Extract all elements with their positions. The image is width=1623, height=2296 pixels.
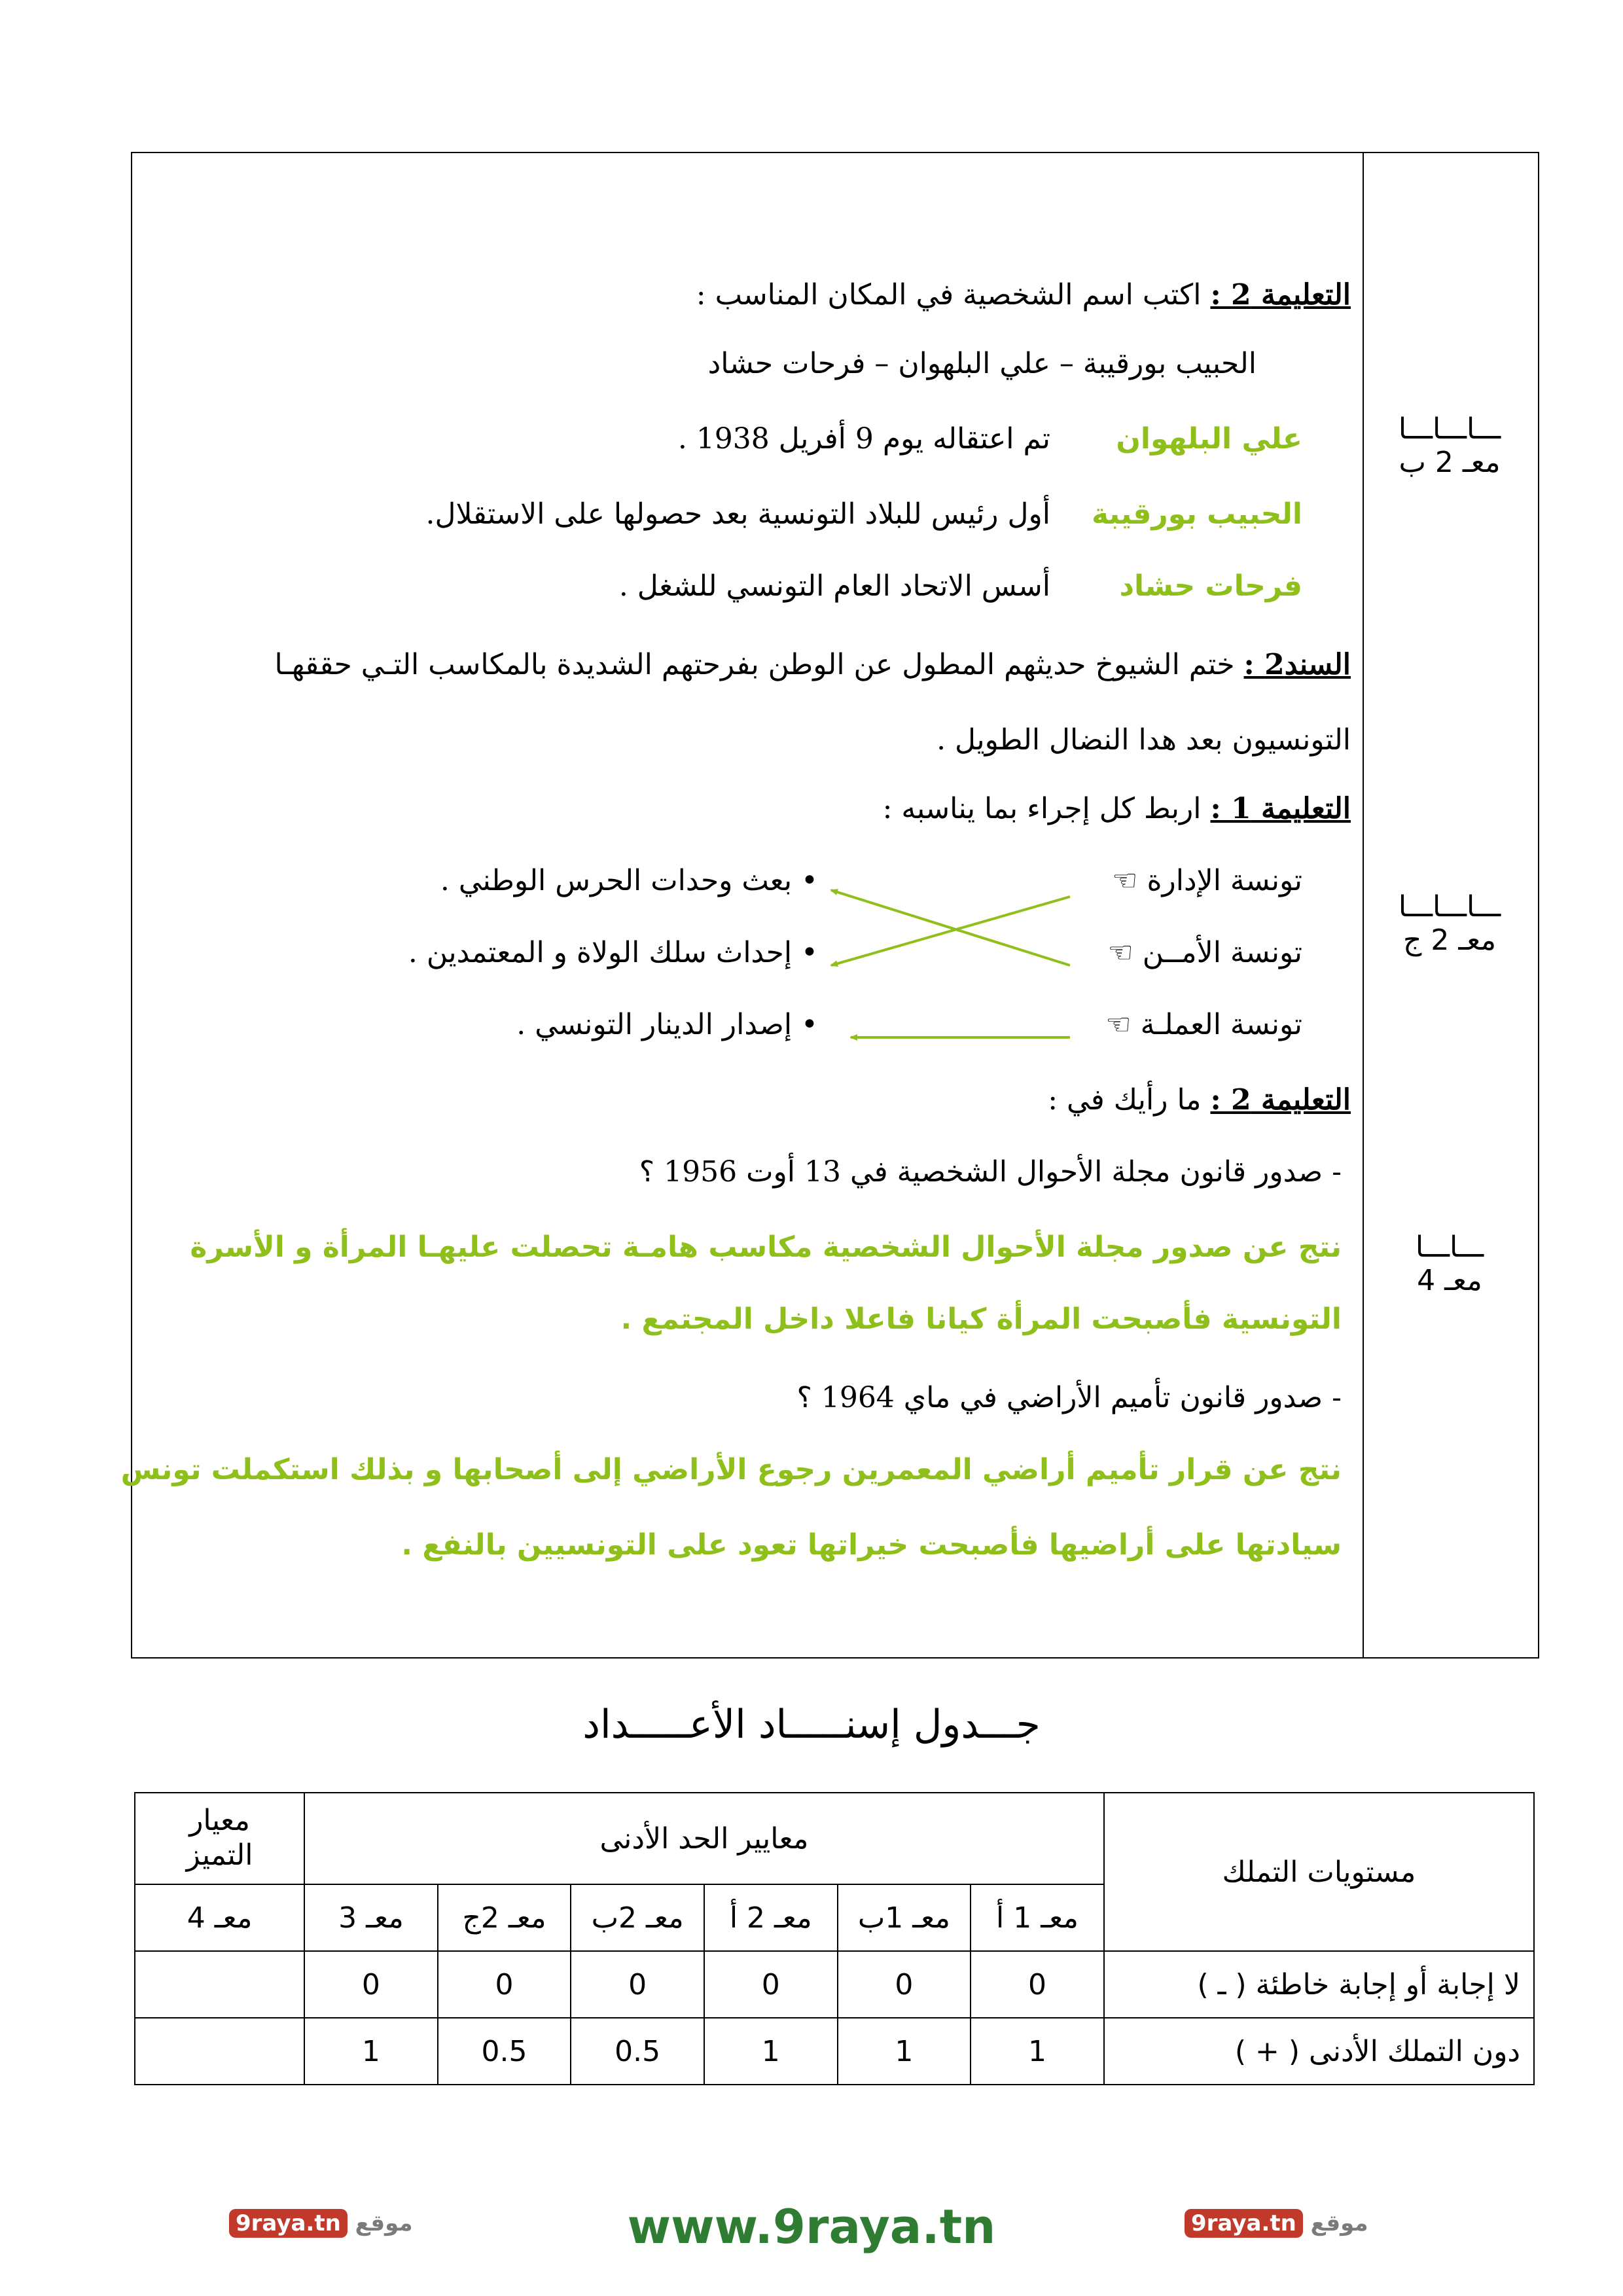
min-criteria-header: معايير الحد الأدنى: [304, 1793, 1104, 1884]
task2b-heading: [1048, 1083, 1351, 1117]
task-label: التعليمة 2 :: [1210, 278, 1351, 312]
row-label: دون التملك الأدنى ( + ): [1104, 2018, 1534, 2085]
answer-q1-line2: التونسية فأصبحت المرأة كيانا فاعلا داخل المجتمع .: [620, 1302, 1342, 1336]
table-cell: 0.5: [438, 2018, 571, 2085]
row-label: لا إجابة أو إجابة خاطئة ( ـ ): [1104, 1951, 1534, 2018]
pointing-hand-icon: ☜: [1105, 1008, 1132, 1041]
match-right-2: • إحداث سلك الولاة و المعتمدين .: [408, 936, 818, 969]
names-list: الحبيب بورقيبة – علي البلهوان – فرحات حشاد: [707, 347, 1257, 380]
table-cell: [135, 1951, 304, 2018]
logo-text: موقع: [355, 2210, 413, 2236]
table-cell: 1: [971, 2018, 1104, 2085]
table-cell: 0: [438, 1951, 571, 2018]
table-header-row: [135, 1793, 1534, 1884]
table-cell: 0: [571, 1951, 704, 2018]
table-cell: [135, 2018, 304, 2085]
table-row: [135, 1951, 1534, 2018]
logo-badge: 9raya.tn: [1185, 2209, 1303, 2238]
logo-badge: 9raya.tn: [229, 2209, 348, 2238]
match-term: تونسة العملـة: [1140, 1008, 1302, 1041]
source2-line2: التونسيون بعد هدا النضال الطويل .: [936, 723, 1351, 757]
excellence-header-line: معيار: [189, 1804, 250, 1838]
criterion-marks: ـــاـــاـــا: [1398, 412, 1501, 446]
logo-text: موقع: [1310, 2210, 1368, 2236]
levels-header: مستويات التملك: [1104, 1793, 1534, 1951]
grade-table: [134, 1792, 1535, 2085]
answer-2: الحبيب بورقيبة: [1092, 497, 1302, 531]
statement-2: أول رئيس للبلاد التونسية بعد حصولها على الاستقلال.: [425, 497, 1050, 531]
match-right-1: • بعث وحدات الحرس الوطني .: [440, 864, 818, 897]
question-1: - صدور قانون مجلة الأحوال الشخصية في 13 أوت 1956 ؟: [639, 1155, 1342, 1189]
statement-1: تم اعتقاله يوم 9 أفريل 1938 .: [677, 422, 1050, 456]
site-url[interactable]: www.9raya.tn: [627, 2199, 996, 2254]
answer-1: علي البلهوان: [1116, 422, 1302, 456]
excellence-header-line: التميز: [186, 1839, 253, 1872]
task-label: التعليمة 1 :: [1210, 792, 1351, 825]
table-cell: 0: [838, 1951, 971, 2018]
pointing-hand-icon: ☜: [1107, 936, 1133, 969]
match-term: تونسة الإدارة: [1147, 864, 1302, 897]
grade-table-title: جـــدول إسنـــــاد الأعـــــداد: [582, 1702, 1041, 1748]
pointing-hand-icon: ☜: [1112, 864, 1138, 897]
footer-logo-right[interactable]: [1185, 2209, 1368, 2238]
table-cell: 1: [838, 2018, 971, 2085]
criterion-code: معـ 4: [1417, 1264, 1482, 1297]
table-row: [135, 2018, 1534, 2085]
answer-3: فرحات حشاد: [1119, 569, 1302, 603]
match-right-3: • إصدار الدينار التونسي .: [516, 1008, 818, 1041]
table-cell: 0: [971, 1951, 1104, 2018]
task-text: ما رأيك في :: [1048, 1083, 1202, 1117]
answer-q2-line2: سيادتها على أراضيها فأصبحت خيراتها تعود على التونسيين بالنفع .: [401, 1528, 1342, 1562]
table-cell: 0.5: [571, 2018, 704, 2085]
source-label: السند2 :: [1243, 648, 1351, 681]
table-cell: 1: [304, 2018, 438, 2085]
criterion-cell: معـ 2 أ: [704, 1884, 838, 1951]
match-term: تونسة الأمــن: [1142, 936, 1302, 969]
table-cell: 1: [704, 2018, 838, 2085]
criterion-marks: ـــاـــاـــا: [1398, 890, 1501, 924]
question-2: - صدور قانون تأميم الأراضي في ماي 1964 ؟: [796, 1381, 1342, 1414]
task-label: التعليمة 2 :: [1210, 1083, 1351, 1117]
criterion-cell: معـ 2ب: [571, 1884, 704, 1951]
table-cell: 0: [704, 1951, 838, 2018]
criterion-code: معـ 2 ب: [1399, 446, 1501, 479]
task-text: اكتب اسم الشخصية في المكان المناسب :: [696, 278, 1202, 312]
criterion-cell: معـ 1 أ: [971, 1884, 1104, 1951]
criterion-cell: معـ 4: [135, 1884, 304, 1951]
answer-q2-line1: نتج عن قرار تأميم أراضي المعمرين رجوع الأراضي إلى أصحابها و بذلك استكملت تونس: [120, 1453, 1342, 1486]
task-text: اربط كل إجراء بما يناسبه :: [882, 792, 1202, 825]
source-text: ختم الشيوخ حديثهم المطول عن الوطن بفرحتهم الشديدة بالمكاسب التـي حققهـا: [274, 648, 1235, 681]
criterion-cell: معـ 2ج: [438, 1884, 571, 1951]
criterion-code: معـ 2 ج: [1402, 924, 1497, 957]
criterion-cell: معـ 3: [304, 1884, 438, 1951]
excellence-header: [135, 1793, 304, 1884]
criterion-cell: معـ 1ب: [838, 1884, 971, 1951]
answer-q1-line1: نتج عن صدور مجلة الأحوال الشخصية مكاسب هامـة تحصلت عليهـا المرأة و الأسرة: [190, 1230, 1342, 1264]
criterion-marks: ـــاـــا: [1415, 1230, 1484, 1264]
statement-3: أسس الاتحاد العام التونسي للشغل .: [618, 569, 1050, 603]
table-cell: 0: [304, 1951, 438, 2018]
